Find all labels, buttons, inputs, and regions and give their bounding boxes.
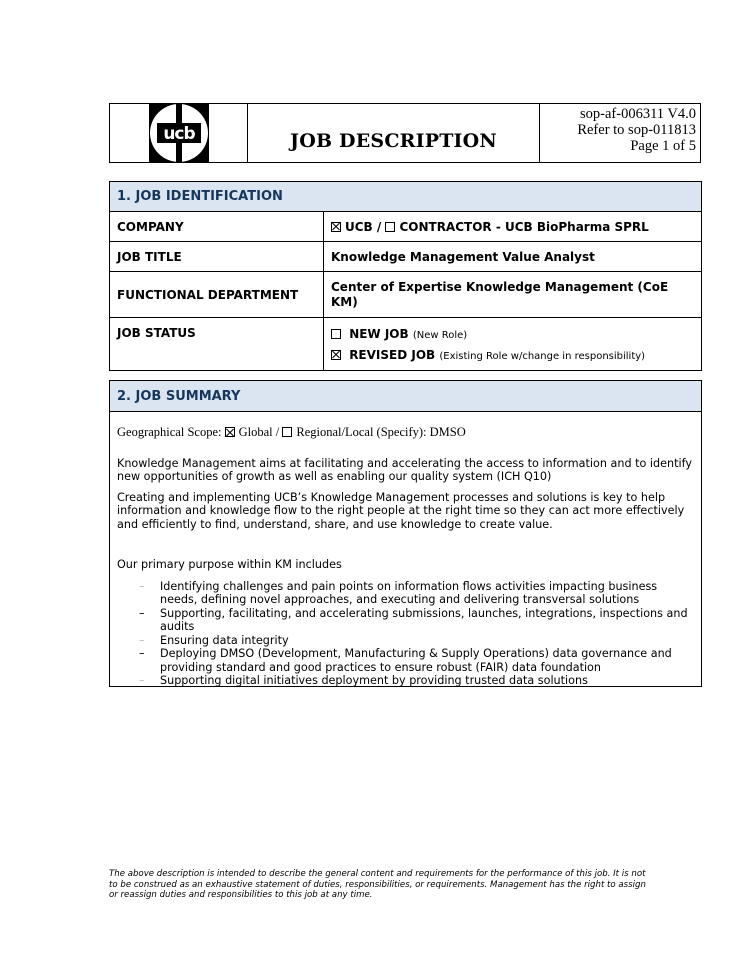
company-ucb: UCB / <box>345 219 382 234</box>
checked-checkbox-icon <box>225 427 235 437</box>
geographical-scope: Geographical Scope: Global / Regional/Local (Specify): DMSO <box>117 425 466 439</box>
logo-text: ucb <box>162 124 195 144</box>
status-revised: REVISED JOB (Existing Role w/change in responsibility) <box>331 348 645 362</box>
checked-checkbox-icon <box>331 350 341 360</box>
company-label: COMPANY <box>110 212 324 241</box>
summary-paragraph-1: Knowledge Management aims at facilitating and accelerating the access to information and to identify new opportunities of growth as well as enabling our quality system (ICH Q10) <box>117 456 692 483</box>
list-item: – Deploying DMSO (Development, Manufacturing & Supply Operations) data governance and providing standard and good practices to ensure robust (FAIR) data foundation <box>139 647 672 674</box>
job-status-row <box>110 318 701 370</box>
page-number: Page 1 of 5 <box>630 138 696 154</box>
logo-cell <box>110 104 248 162</box>
job-title-value: Knowledge Management Value Analyst <box>331 249 595 264</box>
empty-checkbox-icon <box>385 222 395 232</box>
summary-paragraph-2: Creating and implementing UCB’s Knowledge Management processes and solutions is key to help information and knowledge flow to the right people at the right time so they can act more effectively and efficiently to find, understand, share, and use knowledge to create value. <box>117 490 685 531</box>
job-status-label: JOB STATUS <box>110 318 324 370</box>
job-title-row <box>110 242 701 272</box>
company-row <box>110 212 701 242</box>
title-cell <box>248 104 540 162</box>
job-identification-table <box>109 181 702 371</box>
job-summary-table <box>109 380 702 687</box>
reference-cell <box>540 104 700 162</box>
status-new: NEW JOB (New Role) <box>331 327 467 341</box>
summary-body <box>110 426 701 688</box>
job-title-label: JOB TITLE <box>110 242 324 271</box>
job-status-value <box>324 318 701 370</box>
document-title: JOB DESCRIPTION <box>290 130 497 152</box>
checked-checkbox-icon <box>331 222 341 232</box>
empty-checkbox-icon <box>331 329 341 339</box>
company-value <box>324 212 701 241</box>
list-item: – Supporting digital initiatives deployment by providing trusted data solutions <box>139 674 588 687</box>
department-row <box>110 272 701 318</box>
department-label: FUNCTIONAL DEPARTMENT <box>110 272 324 317</box>
document-header <box>109 103 701 163</box>
company-contractor: CONTRACTOR - UCB BioPharma SPRL <box>399 219 649 234</box>
list-item: – Supporting, facilitating, and accelerating submissions, launches, integrations, inspections and audits <box>139 606 688 633</box>
sop-reference: sop-af-006311 V4.0 <box>580 106 696 122</box>
department-value: Center of Expertise Knowledge Management (CoE KM) <box>331 279 669 309</box>
section-heading: 1. JOB IDENTIFICATION <box>110 182 701 212</box>
refer-to: Refer to sop-011813 <box>577 122 696 138</box>
footer-disclaimer: The above description is intended to describe the general content and requirements for the performance of this job. It is not to be construed as an exhaustive statement of duties, responsibilities, or requirements. Management has the right to assign or reassign duties and responsibilities to this job at any time. <box>109 869 646 900</box>
list-item: – Identifying challenges and pain points on information flows activities impacting business needs, defining novel approaches, and executing and delivering transversal solutions <box>139 579 658 606</box>
purpose-intro: Our primary purpose within KM includes <box>117 558 342 571</box>
section-heading: 2. JOB SUMMARY <box>110 381 701 412</box>
purpose-list <box>117 580 694 688</box>
list-item: – Ensuring data integrity <box>139 633 289 647</box>
ucb-logo <box>149 103 209 163</box>
empty-checkbox-icon <box>282 427 292 437</box>
